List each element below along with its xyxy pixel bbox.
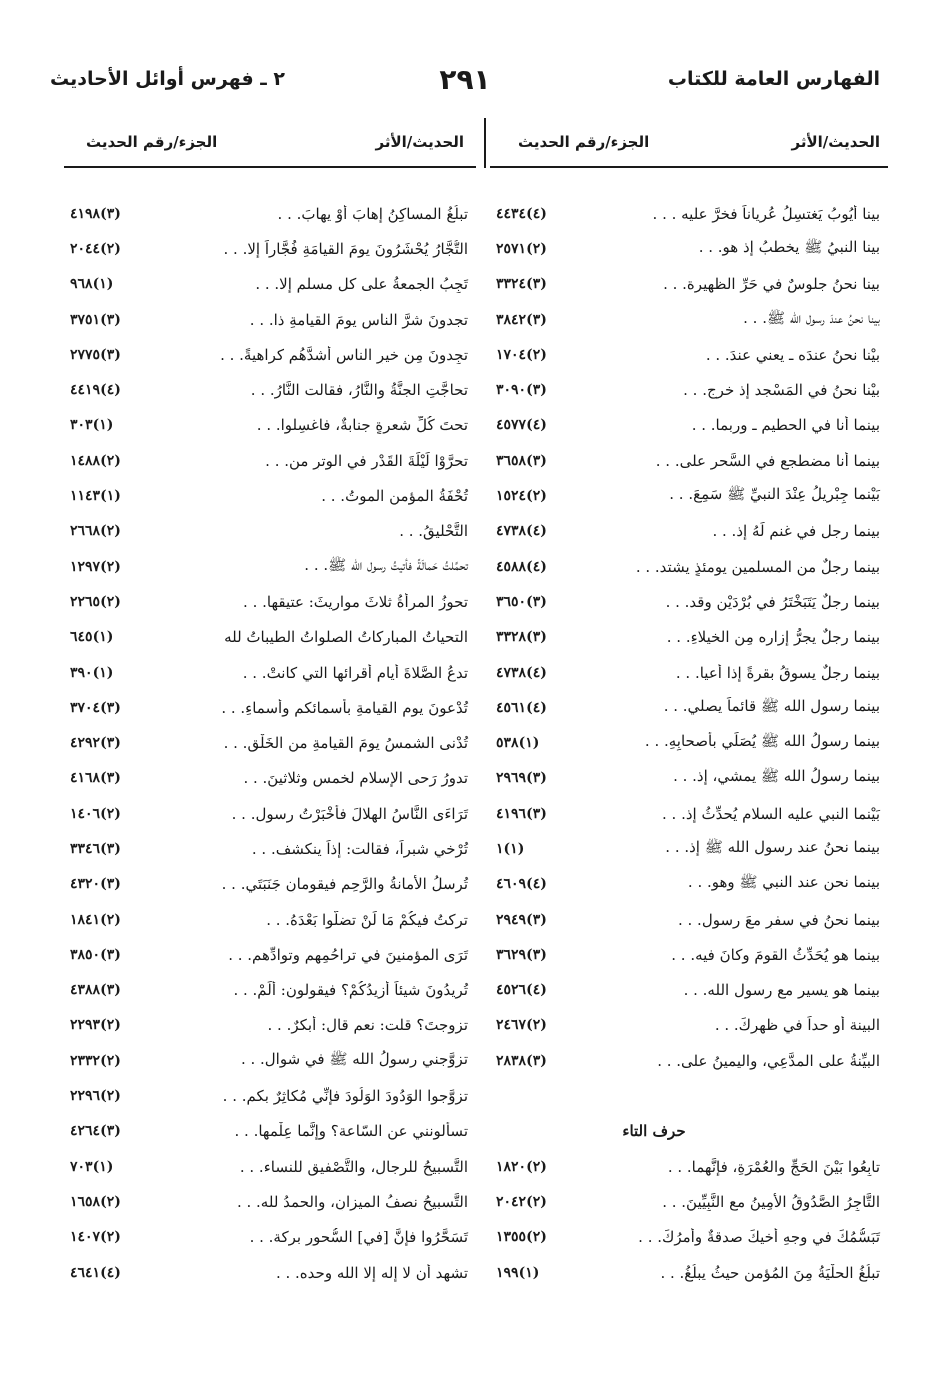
index-entry	[64, 408, 476, 443]
index-entry	[490, 796, 888, 831]
left-index-column	[64, 196, 476, 1290]
hadith-text: تابِعُوا بَيْنَ الحَجِّ والعُمْرَةِ، فإنَّهما. . .	[667, 1157, 880, 1176]
hadith-reference: (٣)٤٢٩٢	[70, 735, 121, 752]
hadith-reference: (٣)٢٩٦٩	[496, 770, 547, 787]
hadith-reference: (٢)٢٢٩٦	[70, 1088, 121, 1105]
hadith-reference: (٣)٤٢٦٤	[70, 1123, 121, 1140]
hadith-text: تحرَّوْا لَيْلَةَ القَدْرِ في الوترِ من. . .	[265, 451, 468, 470]
page-header	[50, 52, 880, 106]
hadith-text: بيْنا نحنُ عندَه ـ يعني عندَ. . .	[705, 345, 880, 364]
hadith-reference: (١)١	[496, 840, 525, 857]
hadith-reference: (٤)٤٤١٩	[70, 382, 121, 399]
index-entry	[64, 1043, 476, 1078]
index-entry	[490, 1255, 888, 1290]
index-entry	[490, 337, 888, 372]
hadith-reference: (٤)٤٧٣٨	[496, 664, 547, 681]
index-entry	[490, 196, 888, 231]
hadith-text: تجِدونَ مِن خيرِ الناسِ أشدَّهُم كراهيةً. . .	[220, 345, 468, 364]
index-entry	[490, 761, 888, 796]
index-entry	[64, 196, 476, 231]
hadith-text: بينما هو يسير مع رسول الله. . .	[683, 981, 880, 1000]
hadith-text: تجدونَ شرَّ الناسِ يومَ القيامةِ ذا. . .	[249, 310, 468, 329]
hadith-reference: (٢)١٤٨٨	[70, 452, 121, 469]
header-right-title: الفهارس العامة للكتاب	[667, 68, 880, 90]
hadith-reference: (١)٧٠٣	[70, 1158, 114, 1175]
index-entry	[64, 1114, 476, 1149]
hadith-reference: (٤)٤٥٧٧	[496, 417, 547, 434]
hadith-text: تدعُ الصَّلاةَ أيام أقرائها التي كانتْ. . .	[242, 663, 468, 682]
hadith-text: تُريدُونَ شيئاً أزيدُكُمْ؟ فيقولون: أَلَمْ. . .	[233, 981, 468, 1000]
hadith-reference: (٢)٢٦٦٨	[70, 523, 121, 540]
hadith-reference: (٢)٢٠٤٢	[496, 1193, 547, 1210]
hadith-text: بينما أنا مضطجع في السَّحر على. . .	[655, 451, 880, 470]
index-entry	[64, 302, 476, 337]
hadith-reference: (٤)٤٤٣٤	[496, 205, 547, 222]
hadith-text: تبلُغُ المساكِنُ إهابَ أوْ يهابَ. . .	[277, 204, 468, 223]
hadith-reference: (٣)٣٦٢٩	[496, 946, 547, 963]
hadith-reference: (٣)٣٨٥٠	[70, 946, 121, 963]
hadith-reference: (٤)٤٥٢٦	[496, 982, 547, 999]
hadith-reference: (٣)٢٨٣٨	[496, 1052, 547, 1069]
header-left-title: ٢ ـ فهرس أوائل الأحاديث	[50, 68, 285, 90]
hadith-reference: (١)٣٠٣	[70, 417, 114, 434]
index-entry	[64, 1078, 476, 1113]
section-heading: حرف التاء	[622, 1122, 686, 1141]
index-entry	[64, 549, 476, 584]
hadith-text: بينما رجلٌ يجرُّ إزاره مِن الخيلاءِ. . .	[666, 628, 880, 647]
hadith-text: تبلُغُ الحلْيَةُ مِنَ المُؤمنِ حيثُ يبلُغُ. . .	[660, 1263, 880, 1282]
index-entry	[64, 620, 476, 655]
hadith-text: بينا أيُوبُ يَغتسِلُ عُرياناً فخرَّ عليه . . .	[652, 204, 880, 223]
hadith-reference: (٤)٤٦٠٩	[496, 876, 547, 893]
hadith-text: تُرْخي شبراً، فقالت: إذاً ينكشف. . .	[251, 839, 468, 858]
index-entry	[64, 902, 476, 937]
index-entry	[64, 831, 476, 866]
column-divider	[484, 118, 486, 168]
index-entry	[64, 655, 476, 690]
index-entry	[64, 514, 476, 549]
hadith-reference: (٢)٢٢٦٥	[70, 593, 121, 610]
hadith-reference: (١)٣٩٠	[70, 664, 114, 681]
hadith-reference: (٤)٤٥٦١	[496, 699, 547, 716]
hadith-reference: (٤)٤٧٣٨	[496, 523, 547, 540]
index-entry	[64, 337, 476, 372]
hadith-text: بينما رسولُ الله ﷺ يُصَلِّي بأصحابِهِ. . .	[644, 732, 880, 751]
hadith-text: تشهد أن لا إله إلا الله وحده. . .	[275, 1263, 468, 1282]
hadith-reference: (٣)٣٣٢٨	[496, 629, 547, 646]
hadith-text: بينما نحن عند النبي ﷺ وهو. . .	[687, 873, 880, 892]
index-entry	[490, 372, 888, 407]
index-entry	[490, 302, 888, 337]
hadith-text: التَّاجِرُ الصَّدُوقُ الأَمِينُ مع النَّبِيِّينَ. . .	[662, 1192, 880, 1211]
index-entry	[64, 796, 476, 831]
hadith-text: تُدْعونَ يوم القيامةِ بأسمائكم وأسماءِ. . .	[221, 698, 468, 717]
hadith-reference: (٢)١٢٩٧	[70, 558, 121, 575]
index-entry	[64, 937, 476, 972]
hadith-text: تحاجَّتِ الجنَّةُ والنَّارُ، فقالت النَّارُ. . .	[250, 381, 468, 400]
hadith-reference: (٣)٣٨٤٢	[496, 311, 547, 328]
hadith-text: بيْنا نحنُ في المَسْجد إذ خرج. . .	[683, 381, 880, 400]
index-entry	[64, 372, 476, 407]
hadith-reference: (٣)٢٧٧٥	[70, 346, 121, 363]
index-entry	[64, 973, 476, 1008]
index-entry	[490, 443, 888, 478]
hadith-text: تَرَى المؤمنينَ في تراحُمِهِم وتوادِّهم. . .	[228, 945, 468, 964]
hadith-reference: (٣)٤١٩٦	[496, 805, 547, 822]
hadith-reference: (٢)٢٠٤٤	[70, 240, 121, 257]
index-entry	[64, 690, 476, 725]
hadith-reference: (٣)٤٣٨٨	[70, 982, 121, 999]
index-entry	[64, 1184, 476, 1219]
index-entry	[64, 231, 476, 266]
hadith-reference: (٣)٢٩٤٩	[496, 911, 547, 928]
hadith-reference: (٣)٣٦٥٨	[496, 452, 547, 469]
index-entry	[490, 478, 888, 513]
hadith-text: تُدْنى الشمسُ يومَ القيامةِ من الخَلْقِ. . .	[223, 734, 468, 753]
hadith-reference: (٣)٣٣٢٤	[496, 276, 547, 293]
left-column-header	[64, 118, 476, 168]
hadith-reference: (٣)٣٠٩٠	[496, 382, 547, 399]
hadith-text: بينما أنا في الحطيم ـ وربما. . .	[691, 416, 880, 435]
hadith-text: التَّحْليقُ. . .	[399, 522, 468, 541]
hadith-reference: (٢)١٣٥٥	[496, 1229, 547, 1246]
index-entry	[490, 231, 888, 266]
ref-column-label: الجزء/رقم الحديث	[518, 133, 650, 151]
hadith-text: بينا نحنُ جلوسٌ في حَرِّ الظهيرة. . .	[663, 275, 880, 294]
index-entry	[64, 761, 476, 796]
hadith-text: تَبَسُّمُكَ في وجهِ أخيكَ صدقةٌ وأمرُكَ. . .	[638, 1228, 880, 1247]
hadith-text: تُحْفَةُ المؤمنِ الموتُ. . .	[321, 487, 468, 506]
section-spacer	[490, 1078, 888, 1113]
hadith-text: تُرسلُ الأمانةُ والرَّحِمِ فيقومانِ جَنَبَتَي. . .	[221, 875, 468, 894]
hadith-reference: (٣)٤١٦٨	[70, 770, 121, 787]
hadith-reference: (٣)٣٧٥١	[70, 311, 121, 328]
hadith-text: بينما هو يُحَدِّثُ القومَ وكانَ فيه. . .	[671, 945, 880, 964]
hadith-text: تركتُ فيكُمْ مَا لَنْ تضلُّوا بَعْدَهُ. . .	[266, 910, 468, 929]
hadith-reference: (٢)١٥٢٤	[496, 488, 547, 505]
hadith-text: تَرَاءَى النَّاسُ الهِلالَ فأخْبَرْتُ رسول. . .	[231, 804, 468, 823]
hadith-text: التَّسبيحُ نصفُ الميزانِ، والحمدُ لله. . .	[236, 1192, 468, 1211]
hadith-text: البيِّنةُ على المدَّعِي، واليمينُ على. . .	[657, 1051, 880, 1070]
hadith-text: تزوَّجوا الوَدُودَ الوَلُودَ فإنِّي مُكاثِرٌ بكم. . .	[222, 1087, 468, 1106]
hadith-text: البينة أو حداً في ظهرِكَ. . .	[714, 1016, 880, 1035]
index-entry	[490, 549, 888, 584]
hadith-text: تدورُ رَحى الإسلامِ لخمسٍ وثلاثينَ. . .	[243, 769, 468, 788]
index-entry	[64, 443, 476, 478]
index-entry	[490, 831, 888, 866]
index-entry	[490, 725, 888, 760]
index-entry	[64, 1149, 476, 1184]
index-entry	[490, 937, 888, 972]
index-entry	[490, 584, 888, 619]
index-entry	[490, 620, 888, 655]
hadith-column-label: الحديث/الأثر	[791, 133, 880, 151]
hadith-reference: (١)١١٤٣	[70, 488, 121, 505]
hadith-text: بَيْنما جِبْريلُ عِنْدَ النبيِّ ﷺ سَمِعَ. . .	[669, 485, 880, 504]
hadith-text: تزوَّجني رسولُ الله ﷺ في شوال. . .	[240, 1049, 468, 1068]
index-entry	[490, 690, 888, 725]
hadith-text: بينا نحنُ عندَ رسول الله ﷺ. . .	[743, 308, 880, 327]
hadith-column-label: الحديث/الأثر	[375, 133, 464, 151]
hadith-text: بَيْنما النبي عليه السلام يُحدِّثُ إذ. . .	[662, 804, 880, 823]
hadith-reference: (٢)١٦٥٨	[70, 1193, 121, 1210]
index-entry	[490, 408, 888, 443]
hadith-reference: (١)٩٦٨	[70, 276, 114, 293]
hadith-text: تَجِبُ الجمعةُ على كل مسلمٍ إلا. . .	[255, 275, 468, 294]
hadith-reference: (٢)٢٤٦٧	[496, 1017, 547, 1034]
index-entry	[490, 1043, 888, 1078]
index-entry	[490, 973, 888, 1008]
hadith-text: بينما رجلٌ من المسلمين يومئذٍ يشتد. . .	[635, 557, 880, 576]
hadith-reference: (٣)٣٧٠٤	[70, 699, 121, 716]
index-entry	[490, 514, 888, 549]
hadith-text: بينما نحنُ عند رسول الله ﷺ إذ. . .	[665, 837, 880, 856]
hadith-text: بينما رسولُ الله ﷺ يمشي، إذ. . .	[673, 767, 880, 786]
hadith-reference: (٢)١٧٠٤	[496, 346, 547, 363]
hadith-reference: (١)٥٣٨	[496, 735, 540, 752]
hadith-text: تزوجتَ؟ قلت: نعم قال: أبكرٌ. . .	[267, 1016, 468, 1035]
hadith-reference: (١)١٩٩	[496, 1264, 540, 1281]
index-entry	[64, 725, 476, 760]
hadith-text: تحتَ كُلِّ شعرةٍ جنابةٌ، فاغسِلوا. . .	[256, 416, 468, 435]
index-entry	[64, 267, 476, 302]
right-index-column	[490, 196, 888, 1290]
index-entry	[490, 1149, 888, 1184]
hadith-text: بينا النبيُ ﷺ يخطبُ إذ هو. . .	[698, 237, 880, 256]
index-entry	[64, 584, 476, 619]
hadith-reference: (٤)٤٦٤١	[70, 1264, 121, 1281]
hadith-reference: (١)٦٤٥	[70, 629, 114, 646]
hadith-reference: (٣)٣٦٥٠	[496, 593, 547, 610]
hadith-reference: (٢)٢٥٧١	[496, 240, 547, 257]
hadith-reference: (٢)١٤٠٦	[70, 805, 121, 822]
hadith-text: تسألونني عن السّاعة؟ وإنَّما عِلْمها. . .	[234, 1122, 468, 1141]
hadith-text: التُّجَّارُ يُحْشَرُونَ يومَ القيامَةِ فُجَّاراً إلا. . .	[223, 239, 468, 258]
page-number: ٢٩١	[439, 62, 491, 96]
index-entry	[490, 902, 888, 937]
index-entry	[64, 1220, 476, 1255]
index-entry	[64, 867, 476, 902]
hadith-reference: (٢)١٨٢٠	[496, 1158, 547, 1175]
hadith-reference: (٣)٤١٩٨	[70, 205, 121, 222]
hadith-text: تحمَّلتُ حَمالَةً فأتيتُ رسول الله ﷺ. . .	[304, 555, 468, 574]
ref-column-label: الجزء/رقم الحديث	[86, 133, 218, 151]
hadith-reference: (٣)٣٣٤٦	[70, 840, 121, 857]
hadith-reference: (٣)٤٣٢٠	[70, 876, 121, 893]
right-column-header	[490, 118, 888, 168]
hadith-reference: (٢)٢٣٣٢	[70, 1052, 121, 1069]
hadith-text: بينما رسول الله ﷺ قائماً يصلي. . .	[663, 696, 880, 715]
hadith-text: التَّسبيحُ للرجال، والتَّصْفيق للنساء. . .	[239, 1157, 468, 1176]
hadith-text: التحياتُ المباركاتُ الصلواتُ الطيباتُ لله	[224, 628, 468, 647]
hadith-reference: (٢)٢٢٩٣	[70, 1017, 121, 1034]
hadith-text: تحوزُ المرأةُ ثلاثَ مواريثَ: عتيقها. . .	[243, 592, 468, 611]
index-entry	[64, 1008, 476, 1043]
index-entry	[490, 655, 888, 690]
index-entry	[490, 1220, 888, 1255]
hadith-text: بينما رجلٌ يسوقُ بقرةً إذا أعيا. . .	[675, 663, 880, 682]
hadith-text: بينما رجل في غنمٍ لَهُ إذ. . .	[712, 522, 880, 541]
hadith-reference: (٢)١٤٠٧	[70, 1229, 121, 1246]
index-entry	[64, 1255, 476, 1290]
index-entry	[490, 867, 888, 902]
hadith-text: تَسَحَّرُوا فإنَّ [في] السُّحورِ بركة. . .	[249, 1228, 468, 1247]
hadith-reference: (٢)١٨٤١	[70, 911, 121, 928]
index-entry	[64, 478, 476, 513]
index-entry	[490, 1008, 888, 1043]
hadith-text: بينما نحنُ في سفرٍ معَ رسول. . .	[677, 910, 880, 929]
hadith-reference: (٤)٤٥٨٨	[496, 558, 547, 575]
hadith-text: بينما رجلٌ يَتَبَخْتَرُ في بُرْدَيْن وقد. . .	[665, 592, 880, 611]
index-entry	[490, 267, 888, 302]
index-entry	[490, 1184, 888, 1219]
